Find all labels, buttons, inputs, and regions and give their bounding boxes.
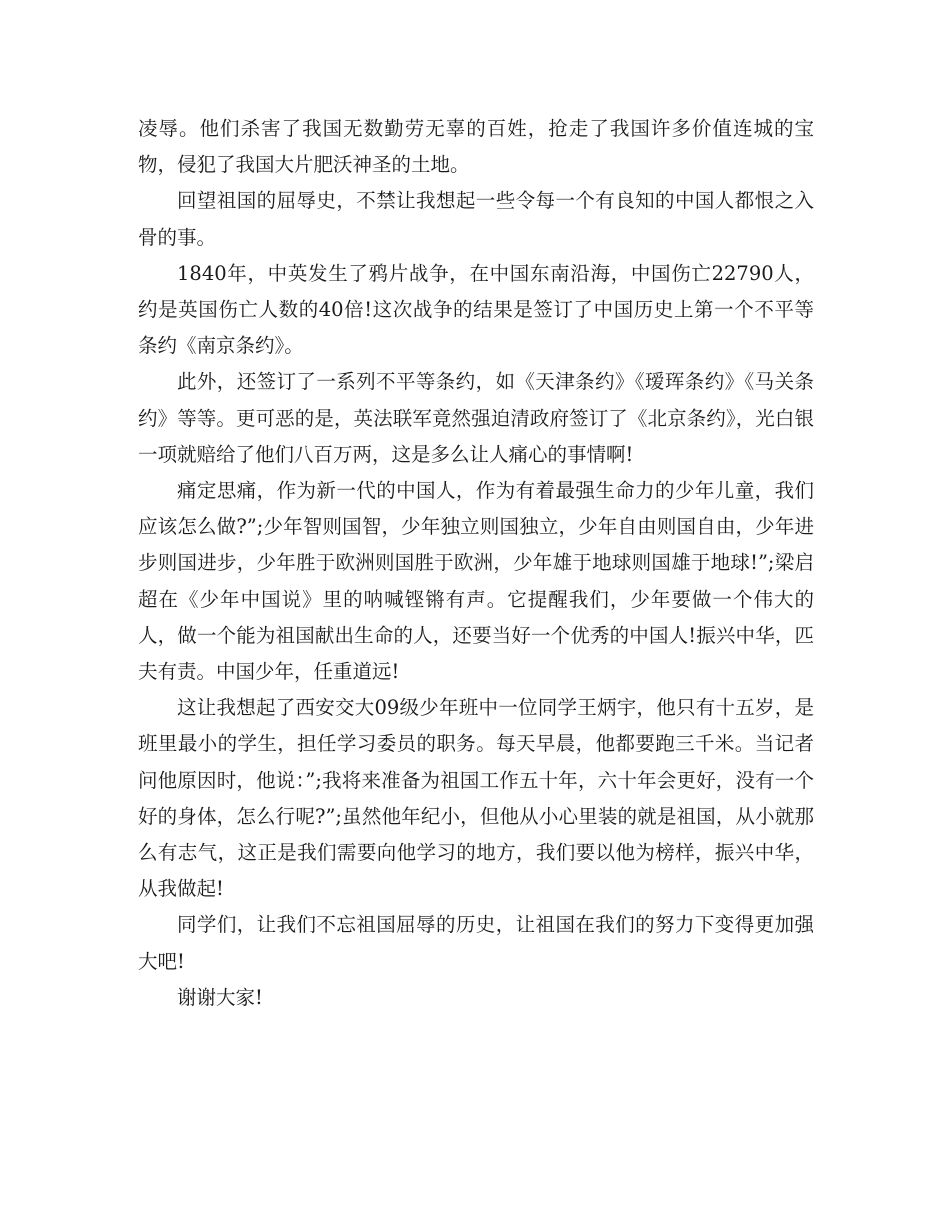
paragraph-3: 1840年，中英发生了鸦片战争，在中国东南沿海，中国伤亡22790人，约是英国伤亡人数的40倍!这次战争的结果是签订了中国历史上第一个不平等条约《南京条约》。 <box>138 261 814 358</box>
paragraph-2: 回望祖国的屈辱史，不禁让我想起一些令每一个有良知的中国人都恨之入骨的事。 <box>138 189 814 249</box>
paragraph-7: 同学们，让我们不忘祖国屈辱的历史，让祖国在我们的努力下变得更加强大吧! <box>138 913 814 973</box>
document-body <box>138 111 814 1016</box>
paragraph-6: 这让我想起了西安交大09级少年班中一位同学王炳宇，他只有十五岁，是班里最小的学生，担任学习委员的职务。每天早晨，他都要跑三千米。当记者问他原因时，他说：”;我将来准备为祖国工作五十年，六十年会更好，没有一个好的身体，怎么行呢?”;虽然他年纪小，但他从小心里装的就是祖国，从小就那么有志气，这正是我们需要向他学习的地方，我们要以他为榜样，振兴中华，从我做起! <box>138 696 814 901</box>
paragraph-5: 痛定思痛，作为新一代的中国人，作为有着最强生命力的少年儿童，我们应该怎么做?”;少年智则国智，少年独立则国独立，少年自由则国自由，少年进步则国进步，少年胜于欧洲则国胜于欧洲，少年雄于地球则国雄于地球!”;梁启超在《少年中国说》里的呐喊铿锵有声。它提醒我们，少年要做一个伟大的人，做一个能为祖国献出生命的人，还要当好一个优秀的中国人!振兴中华，匹夫有责。中国少年，任重道远! <box>138 479 814 684</box>
paragraph-1: 凌辱。他们杀害了我国无数勤劳无辜的百姓，抢走了我国许多价值连城的宝物，侵犯了我国大片肥沃神圣的土地。 <box>138 117 814 177</box>
paragraph-8: 谢谢大家! <box>177 985 263 1009</box>
paragraph-4: 此外，还签订了一系列不平等条约，如《天津条约》《瑷珲条约》《马关条约》等等。更可恶的是，英法联军竟然强迫清政府签订了《北京条约》，光白银一项就赔给了他们八百万两，这是多么让人痛心的事情啊! <box>138 370 814 466</box>
